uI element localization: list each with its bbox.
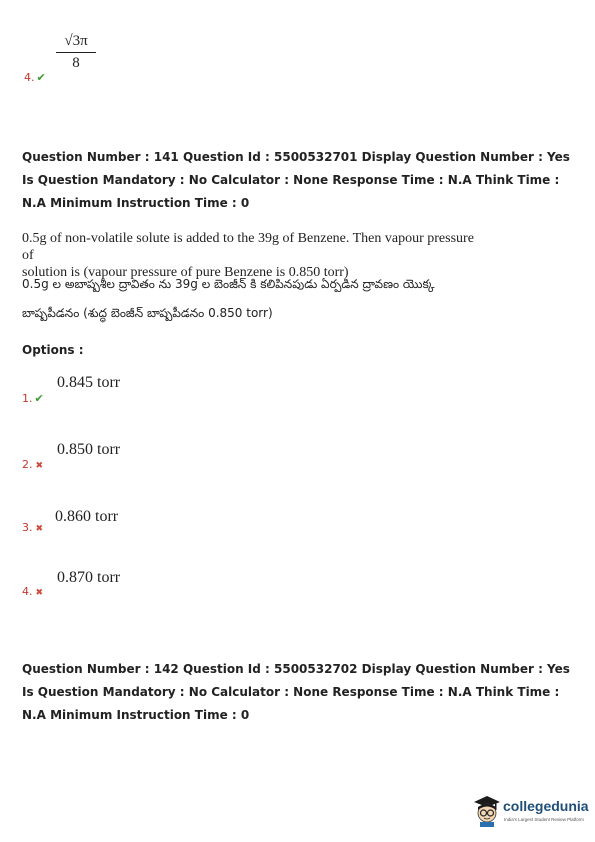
question-text-line: solution is (vapour pressure of pure Benzene is 0.850 torr) [22, 265, 349, 280]
option-number: 4. [22, 585, 33, 598]
option-1-number [22, 387, 44, 406]
fraction-denominator: 8 [72, 55, 80, 71]
check-icon: ✔ [34, 392, 44, 405]
brand-name: collegedunia [503, 798, 589, 814]
cross-icon: ✖ [35, 524, 44, 534]
fraction-bar [56, 52, 96, 53]
question-text-line-te: 0.5g ల అబాష్పశీల ద్రావితం ను 39g ల బెంజీన్ కి కలిపినపుడు ఏర్పడిన ద్రావణం యొక్క [22, 277, 435, 291]
question-text-line: 0.5g of non-volatile solute is added to the 39g of Benzene. Then vapour pressure of [22, 231, 474, 263]
prev-option-4 [24, 66, 46, 85]
option-number: 1. [22, 392, 33, 405]
prev-option-4-fraction [56, 33, 96, 72]
option-4-value: 0.870 torr [57, 569, 121, 586]
mascot-icon [472, 793, 502, 827]
question-text-line-te: బాష్పపీడనం (శుద్ధ బెంజీన్ బాష్పపీడనం 0.850 torr) [22, 306, 273, 320]
option-4-number [22, 580, 43, 599]
cross-icon: ✖ [35, 588, 44, 598]
option-number: 3. [22, 521, 33, 534]
fraction-numerator: √3π [64, 33, 88, 49]
brand-tagline: India's Largest Student Review Platform [504, 817, 584, 822]
option-2-value: 0.850 torr [57, 441, 121, 458]
option-3-value: 0.860 torr [55, 508, 119, 525]
question-142-header: Question Number : 142 Question Id : 5500532702 Display Question Number : Yes Is Question Mandatory : No Calculator : None Response Time : N.A Think Time : N.A Minimum Instruction Time : 0 [22, 662, 570, 722]
collegedunia-logo [472, 793, 590, 829]
option-number: 2. [22, 458, 33, 471]
check-icon: ✔ [36, 71, 46, 84]
question-141-text-te [22, 270, 502, 328]
option-number: 4. [24, 71, 35, 84]
question-141-header: Question Number : 141 Question Id : 5500532701 Display Question Number : Yes Is Question Mandatory : No Calculator : None Response Time : N.A Think Time : N.A Minimum Instruction Time : 0 [22, 150, 570, 210]
option-2-number [22, 453, 43, 472]
cross-icon: ✖ [35, 461, 44, 471]
option-1-value: 0.845 torr [57, 374, 121, 391]
options-label: Options : [22, 343, 84, 357]
option-3-number [22, 516, 43, 535]
